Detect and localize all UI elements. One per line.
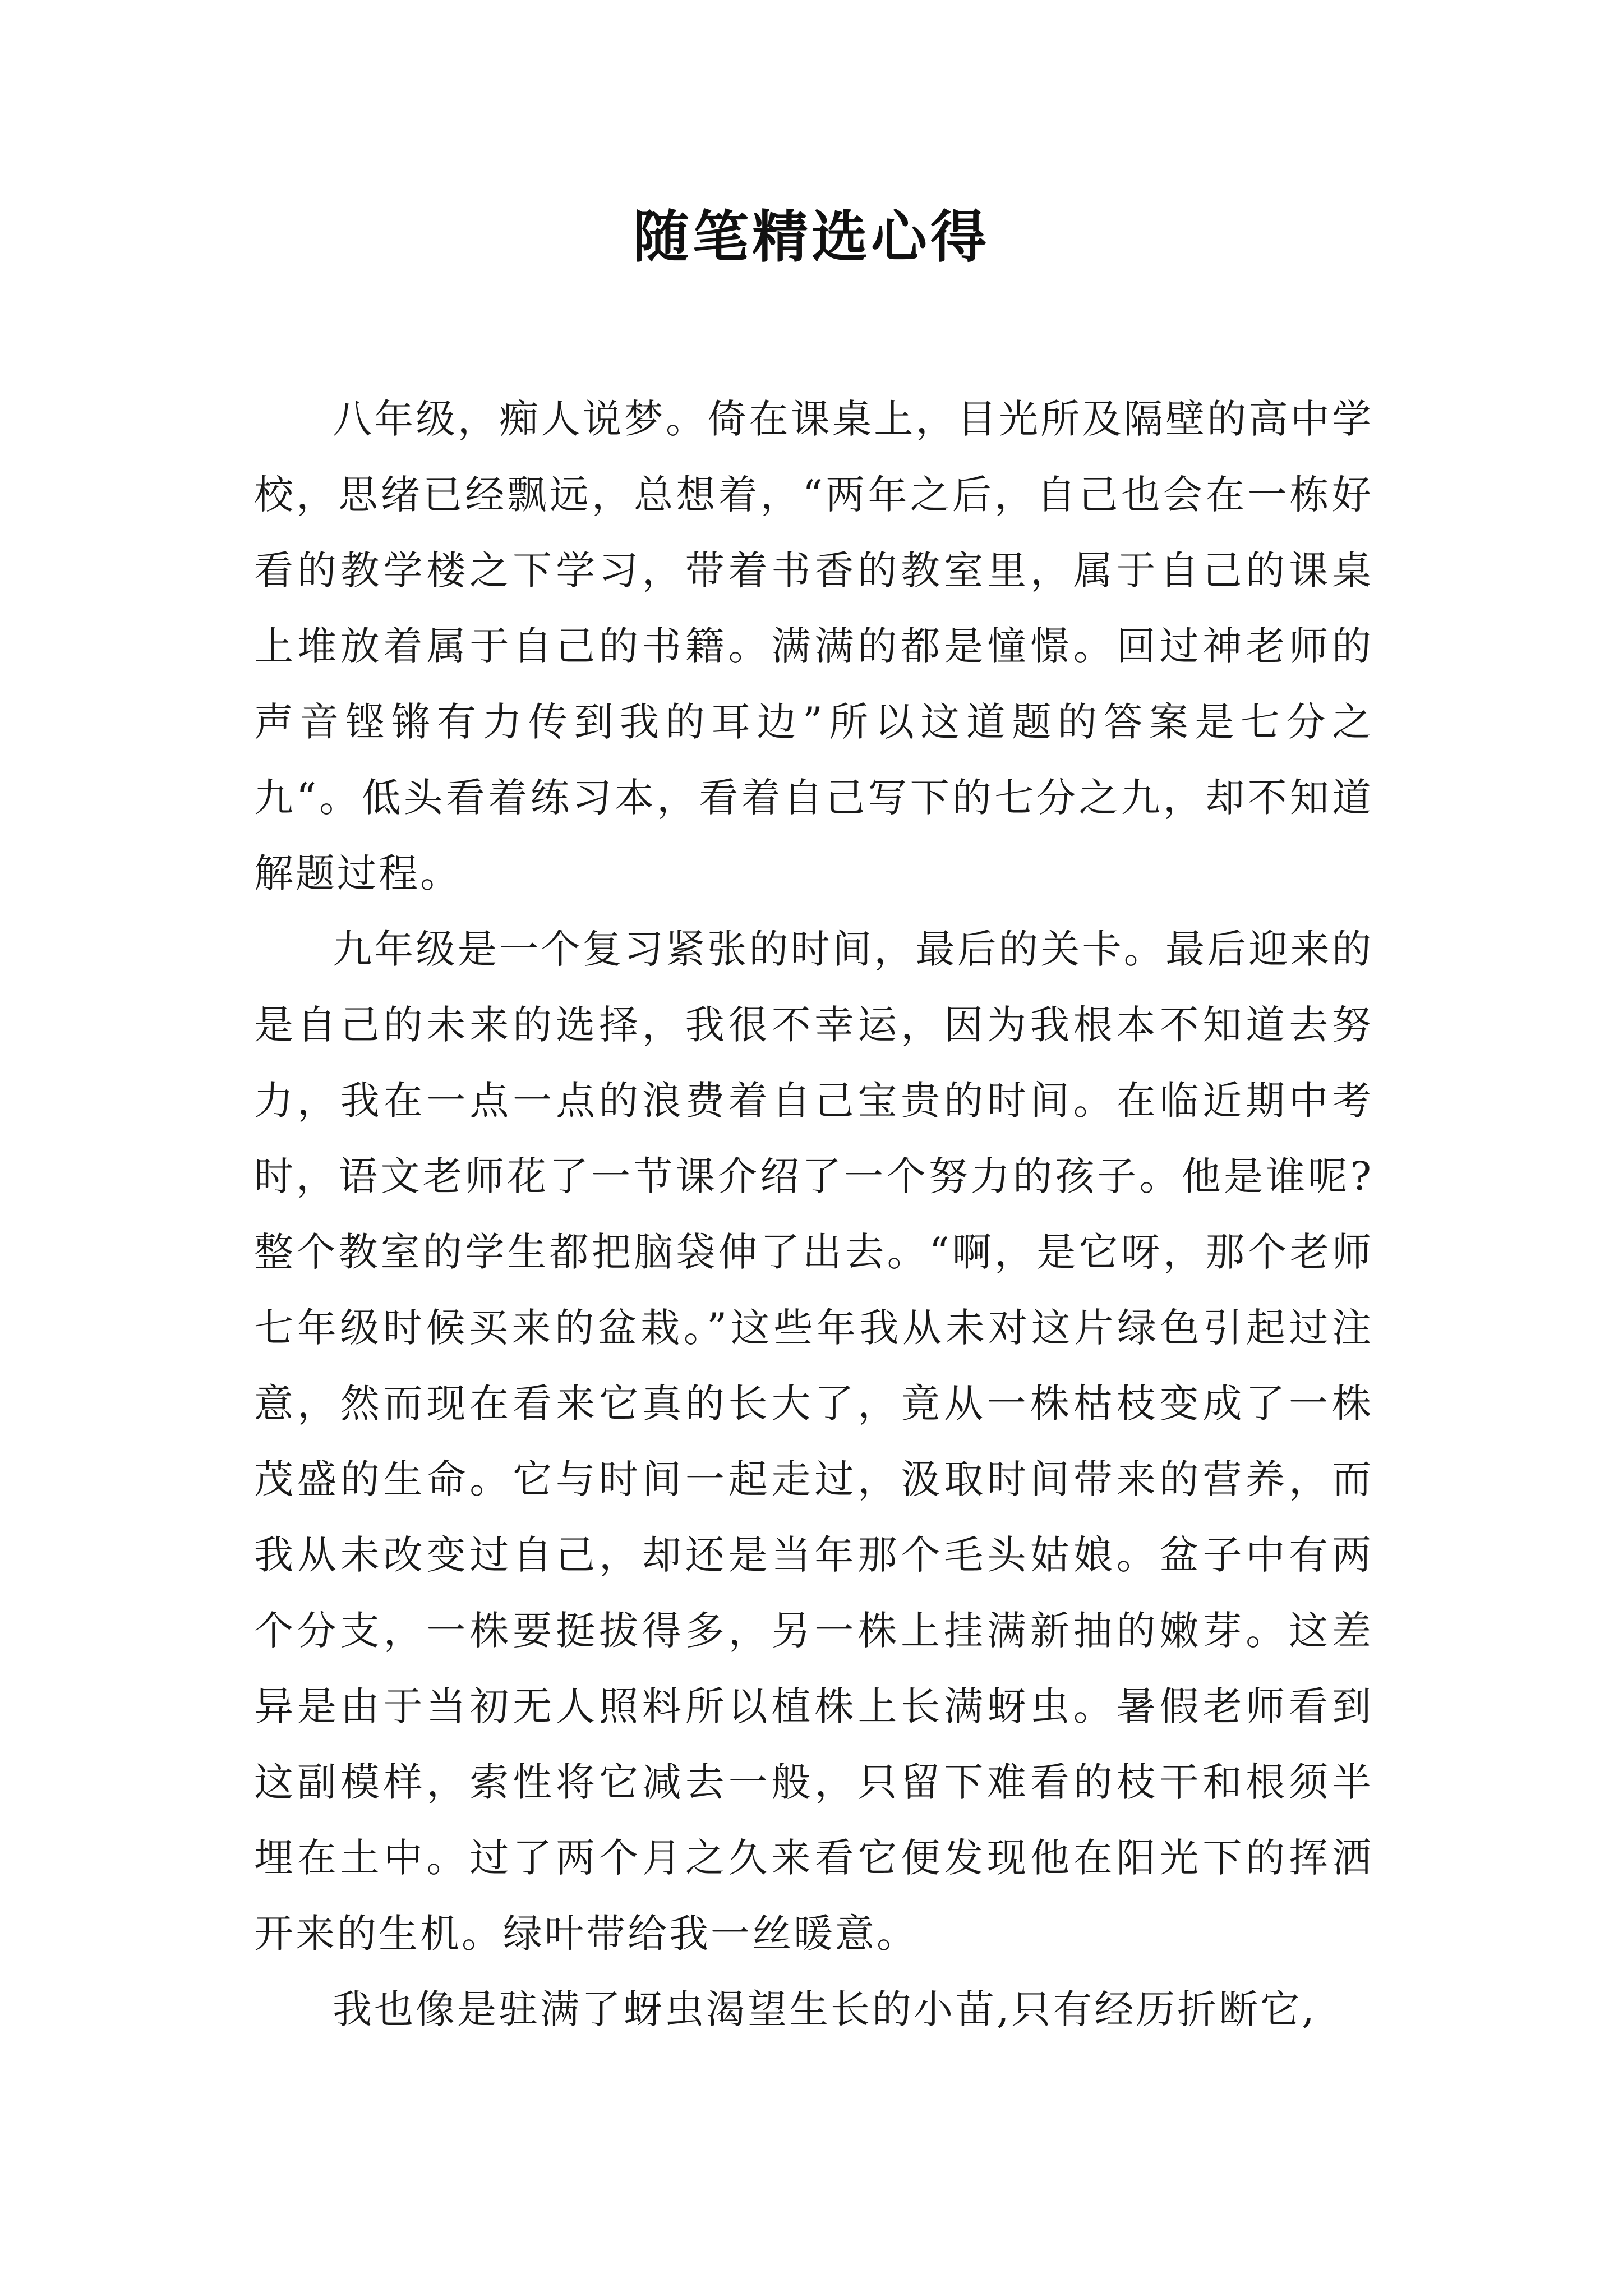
paragraph-seedling: 我也像是驻满了蚜虫渴望生长的小苗,只有经历折断它, [333,1986,1317,2032]
paragraph-ninth-grade: 九年级是一个复习紧张的时间，最后的关卡。最后迎来的是自己的未来的选择，我很不幸运，因为我根本不知道去努力，我在一点一点的浪费着自己宝贵的时间。在临近期中考时，语文老师花了一节课介绍了一个努力的孩子。他是谁呢?整个教室的学生都把脑袋伸了出去。“啊，是它呀，那个老师七年级时候买来的盆栽。”这些年我从未对这片绿色引起过注意，然而现在看来它真的长大了，竟从一株枯枝变成了一株茂盛的生命。它与时间一起走过，汲取时间带来的营养，而我从未改变过自己，却还是当年那个毛头姑娘。盆子中有两个分支，一株要挺拔得多，另一株上挂满新抽的嫩芽。这差异是由于当初无人照料所以植株上长满蚜虫。暑假老师看到这副模样，索性将它减去一般，只留下难看的枝干和根须半埋在土中。过了两个月之久来看它便发现他在阳光下的挥洒开来的生机。绿叶带给我一丝暖意。 [254,926,1373,1957]
document-body [254,381,1373,2047]
paragraph-eighth-grade: 八年级，痴人说梦。倚在课桌上，目光所及隔壁的高中学校，思绪已经飘远，总想着，“两年之后，自己也会在一栋好看的教学楼之下学习，带着书香的教室里，属于自己的课桌上堆放着属于自己的书籍。满满的都是憧憬。回过神老师的声音铿锵有力传到我的耳边”所以这道题的答案是七分之九“。低头看着练习本，看着自己写下的七分之九，却不知道解题过程。 [254,396,1373,896]
document-title: 随笔精选心得 [633,204,990,270]
